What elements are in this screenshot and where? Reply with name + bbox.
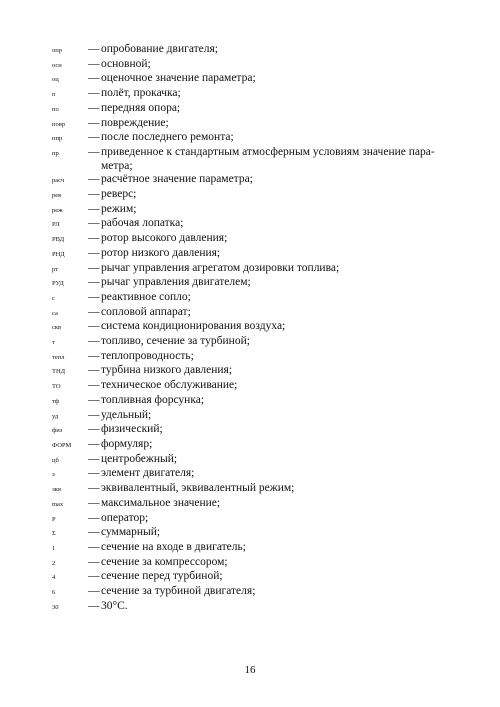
abbreviation-definition: сечение за турбиной двигателя; (101, 585, 256, 598)
abbreviation-definition: техническое обслуживание; (101, 379, 238, 392)
em-dash: — (88, 320, 100, 333)
abbreviation-row (52, 247, 452, 262)
em-dash: — (88, 87, 100, 100)
abbreviation-term: РУД (52, 280, 64, 288)
em-dash: — (88, 511, 100, 524)
page-number: 16 (244, 664, 256, 676)
abbreviation-definition: ротор высокого давления; (101, 232, 228, 245)
abbreviation-definition: оператор; (101, 511, 149, 524)
abbreviation-term: скв (52, 324, 62, 332)
em-dash: — (88, 349, 100, 362)
abbreviation-term: с (52, 294, 55, 302)
abbreviation-term: оц (52, 76, 59, 84)
abbreviation-definition: физический; (101, 423, 163, 436)
em-dash: — (88, 101, 100, 114)
abbreviation-definition: реверс; (101, 188, 137, 201)
abbreviation-term: 30 (52, 603, 59, 611)
abbreviation-row (52, 512, 452, 527)
abbreviation-term: P (52, 515, 56, 523)
em-dash: — (88, 145, 100, 158)
abbreviation-row (52, 526, 452, 541)
abbreviation-definition: топливо, сечение за турбиной; (101, 335, 250, 348)
abbreviation-row (52, 276, 452, 291)
abbreviation-row (52, 379, 452, 394)
abbreviation-definition: оценочное значение параметра; (101, 72, 256, 85)
abbreviation-row (52, 350, 452, 365)
abbreviation-definition: эквивалентный, эквивалентный режим; (101, 482, 295, 495)
abbreviation-term: тф (52, 397, 60, 405)
abbreviation-row (52, 585, 452, 600)
abbreviation-term: по (52, 105, 59, 113)
abbreviation-term: цб (52, 456, 59, 464)
abbreviation-definition: максимальное значение; (101, 496, 221, 509)
em-dash: — (88, 408, 100, 421)
abbreviation-definition: рычаг управления двигателем; (101, 276, 251, 289)
abbreviation-term: РВД (52, 236, 65, 244)
abbreviation-row (52, 58, 452, 73)
abbreviation-definition: удельный; (101, 408, 152, 421)
em-dash: — (88, 43, 100, 55)
em-dash: — (88, 423, 100, 436)
abbreviation-definition: после последнего ремонта; (101, 131, 234, 144)
em-dash: — (88, 188, 100, 201)
em-dash: — (88, 72, 100, 85)
abbreviation-row (52, 320, 452, 335)
abbreviation-term: рт (52, 265, 59, 273)
abbreviation-definition: повреждение; (101, 116, 169, 129)
abbreviation-term: 2 (52, 559, 56, 567)
abbreviation-term: са (52, 309, 58, 317)
abbreviation-term: Σ (52, 530, 56, 538)
abbreviation-row (52, 438, 452, 453)
abbreviation-definition: топливная форсунка; (101, 393, 205, 406)
abbreviation-definition: основной; (101, 57, 151, 70)
em-dash: — (88, 437, 100, 450)
em-dash: — (88, 173, 100, 186)
abbreviation-term: опр (52, 47, 62, 54)
abbreviation-row (52, 102, 452, 117)
em-dash: — (88, 570, 100, 583)
em-dash: — (88, 364, 100, 377)
abbreviation-term: 1 (52, 544, 56, 552)
abbreviation-row (52, 188, 452, 203)
abbreviation-row (52, 173, 452, 188)
abbreviation-row (52, 394, 452, 409)
abbreviation-definition: центробежный; (101, 452, 178, 465)
em-dash: — (88, 393, 100, 406)
abbreviation-row (52, 87, 452, 102)
em-dash: — (88, 335, 100, 348)
em-dash: — (88, 585, 100, 598)
abbreviation-row (52, 364, 452, 379)
abbreviation-row (52, 203, 452, 218)
abbreviation-definition: формуляр; (101, 437, 153, 450)
em-dash: — (88, 246, 100, 259)
abbreviation-row (52, 262, 452, 277)
abbreviation-row (52, 541, 452, 556)
abbreviation-row (52, 467, 452, 482)
abbreviation-row (52, 453, 452, 468)
abbreviation-list (52, 43, 452, 614)
em-dash: — (88, 305, 100, 318)
abbreviation-term: реж (52, 206, 63, 214)
abbreviation-term: рев (52, 192, 62, 200)
abbreviation-row (52, 217, 452, 232)
abbreviation-definition: сечение за компрессором; (101, 555, 228, 568)
abbreviation-row (52, 482, 452, 497)
abbreviation-term: пр (52, 149, 59, 157)
abbreviation-row (52, 131, 452, 146)
em-dash: — (88, 57, 100, 70)
abbreviation-term: тепл (52, 353, 65, 361)
abbreviation-definition: система кондиционирования воздуха; (101, 320, 286, 333)
em-dash: — (88, 467, 100, 480)
abbreviation-row (52, 497, 452, 512)
abbreviation-row (52, 556, 452, 571)
abbreviation-definition: элемент двигателя; (101, 467, 195, 480)
em-dash: — (88, 232, 100, 245)
em-dash: — (88, 526, 100, 539)
abbreviation-row (52, 306, 452, 321)
em-dash: — (88, 482, 100, 495)
em-dash: — (88, 261, 100, 274)
em-dash: — (88, 116, 100, 129)
abbreviation-term: 6 (52, 589, 56, 597)
em-dash: — (88, 276, 100, 289)
abbreviation-row (52, 117, 452, 132)
abbreviation-term: уд (52, 412, 59, 420)
em-dash: — (88, 202, 100, 215)
abbreviation-term: расч (52, 177, 65, 185)
abbreviation-term: ппр (52, 135, 63, 143)
abbreviation-term: 4 (52, 574, 56, 582)
abbreviation-definition: ротор низкого давления; (101, 246, 221, 259)
abbreviation-row (52, 72, 452, 87)
abbreviation-term: осн (52, 61, 62, 69)
abbreviation-row (52, 600, 452, 615)
em-dash: — (88, 496, 100, 509)
em-dash: — (88, 452, 100, 465)
abbreviation-definition: турбина низкого давления; (101, 364, 233, 377)
abbreviation-definition: сечение на входе в двигатель; (101, 540, 246, 553)
abbreviation-definition: полёт, прокачка; (101, 87, 181, 100)
abbreviation-row (52, 423, 452, 438)
abbreviation-term: max (52, 500, 64, 508)
abbreviation-definition: 30°С. (101, 599, 128, 612)
abbreviation-row (52, 570, 452, 585)
abbreviation-definition: режим; (101, 202, 137, 215)
abbreviation-term: повр (52, 120, 66, 128)
abbreviation-definition: рабочая лопатка; (101, 217, 184, 230)
abbreviation-term: ТНД (52, 368, 66, 376)
abbreviation-row (52, 291, 452, 306)
abbreviation-definition: рычаг управления агрегатом дозировки топлива; (101, 261, 340, 274)
abbreviation-row (52, 146, 452, 173)
abbreviation-term: экв (52, 486, 62, 494)
abbreviation-term: ТО (52, 383, 61, 391)
em-dash: — (88, 131, 100, 144)
abbreviation-row (52, 335, 452, 350)
abbreviation-definition: реактивное сопло; (101, 290, 191, 303)
abbreviation-definition: сечение перед турбиной; (101, 570, 223, 583)
em-dash: — (88, 599, 100, 612)
abbreviation-term: физ (52, 427, 63, 435)
abbreviation-definition: приведенное к стандартным атмосферным условиям значение пара-метра; (101, 145, 435, 172)
abbreviation-term: РНД (52, 250, 65, 258)
abbreviation-row (52, 409, 452, 424)
abbreviation-row (52, 232, 452, 247)
abbreviation-term: РЛ (52, 221, 60, 229)
em-dash: — (88, 555, 100, 568)
abbreviation-definition: суммарный; (101, 526, 161, 539)
abbreviation-definition: опробование двигателя; (101, 43, 218, 55)
abbreviation-definition: теплопроводность; (101, 349, 194, 362)
em-dash: — (88, 540, 100, 553)
abbreviation-definition: расчётное значение параметра; (101, 173, 253, 186)
abbreviation-row (52, 43, 452, 58)
em-dash: — (88, 217, 100, 230)
em-dash: — (88, 290, 100, 303)
abbreviation-definition: передняя опора; (101, 101, 181, 114)
abbreviation-term: э (52, 471, 55, 479)
abbreviation-term: ФОРМ (52, 441, 72, 449)
em-dash: — (88, 379, 100, 392)
abbreviation-term: т (52, 339, 55, 347)
abbreviation-term: п (52, 91, 56, 99)
abbreviation-definition: сопловой аппарат; (101, 305, 191, 318)
